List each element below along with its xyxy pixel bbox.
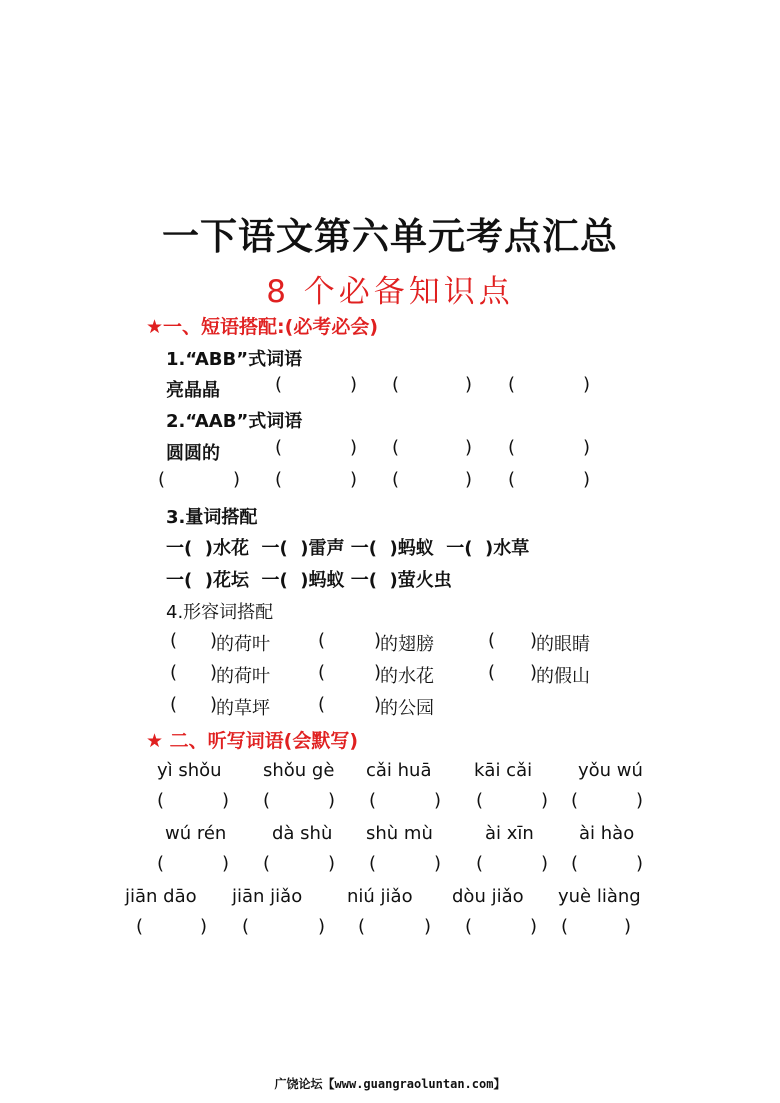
blank-paren: ) bbox=[465, 469, 473, 490]
pinyin-item: cǎi huā bbox=[366, 760, 432, 781]
blank-paren: ) bbox=[434, 790, 442, 811]
blank-paren: ) bbox=[465, 374, 473, 395]
blank-paren: ( bbox=[318, 694, 326, 715]
blank-paren: ) bbox=[222, 853, 230, 874]
blank-paren: ( bbox=[358, 916, 366, 937]
blank-paren: ) bbox=[583, 437, 591, 458]
pinyin-item: kāi cǎi bbox=[474, 760, 533, 781]
pinyin-item: yǒu wú bbox=[578, 760, 643, 781]
blank-paren: ( bbox=[136, 916, 144, 937]
blank-paren: ) bbox=[374, 694, 382, 715]
blank-paren: ) bbox=[210, 694, 218, 715]
pinyin-item: ài hào bbox=[579, 823, 635, 844]
blank-paren: ) bbox=[350, 469, 358, 490]
measure-line-2: 一( )花坛 一( )蚂蚁 一( )萤火虫 bbox=[166, 570, 452, 591]
blank-paren: ) bbox=[328, 853, 336, 874]
blank-paren: ) bbox=[210, 662, 218, 683]
adj-item: 的荷叶 bbox=[216, 666, 270, 687]
blank-paren: ( bbox=[157, 790, 165, 811]
adj-item: 的眼睛 bbox=[536, 634, 590, 655]
blank-paren: ) bbox=[374, 662, 382, 683]
adj-item: 的假山 bbox=[536, 666, 590, 687]
blank-paren: ( bbox=[488, 662, 496, 683]
adj-item: 的翅膀 bbox=[380, 634, 434, 655]
blank-paren: ( bbox=[571, 853, 579, 874]
blank-paren: ) bbox=[233, 469, 241, 490]
measure-label: 3.量词搭配 bbox=[166, 507, 258, 528]
blank-paren: ) bbox=[328, 790, 336, 811]
pinyin-item: jiān dāo bbox=[125, 886, 197, 907]
blank-paren: ( bbox=[508, 437, 516, 458]
blank-paren: ( bbox=[392, 469, 400, 490]
blank-paren: ) bbox=[624, 916, 632, 937]
pinyin-item: shǒu gè bbox=[263, 760, 335, 781]
blank-paren: ) bbox=[583, 374, 591, 395]
adj-item: 的荷叶 bbox=[216, 634, 270, 655]
blank-paren: ( bbox=[488, 630, 496, 651]
blank-paren: ( bbox=[571, 790, 579, 811]
blank-paren: ( bbox=[476, 853, 484, 874]
pinyin-item: dà shù bbox=[272, 823, 333, 844]
blank-paren: ( bbox=[170, 630, 178, 651]
pinyin-item: yì shǒu bbox=[157, 760, 222, 781]
pinyin-item: dòu jiǎo bbox=[452, 886, 524, 907]
blank-paren: ) bbox=[434, 853, 442, 874]
blank-paren: ) bbox=[350, 437, 358, 458]
footer-watermark: 广饶论坛【www.guangraoluntan.com】 bbox=[274, 1077, 506, 1091]
blank-paren: ( bbox=[465, 916, 473, 937]
blank-paren: ( bbox=[318, 630, 326, 651]
pinyin-item: shù mù bbox=[366, 823, 433, 844]
abb-word: 亮晶晶 bbox=[166, 380, 220, 401]
blank-paren: ) bbox=[583, 469, 591, 490]
blank-paren: ) bbox=[222, 790, 230, 811]
blank-paren: ) bbox=[200, 916, 208, 937]
adj-label: 4.形容词搭配 bbox=[166, 602, 274, 623]
page-title: 一下语文第六单元考点汇总 bbox=[162, 214, 618, 258]
blank-paren: ( bbox=[275, 437, 283, 458]
blank-paren: ( bbox=[508, 469, 516, 490]
blank-paren: ) bbox=[210, 630, 218, 651]
page-subtitle: 8 个必备知识点 bbox=[266, 274, 514, 310]
pinyin-item: niú jiǎo bbox=[347, 886, 413, 907]
blank-paren: ) bbox=[530, 630, 538, 651]
blank-paren: ( bbox=[242, 916, 250, 937]
blank-paren: ) bbox=[541, 790, 549, 811]
adj-item: 的草坪 bbox=[216, 698, 270, 719]
blank-paren: ( bbox=[263, 790, 271, 811]
blank-paren: ( bbox=[392, 374, 400, 395]
blank-paren: ( bbox=[275, 374, 283, 395]
blank-paren: ) bbox=[530, 662, 538, 683]
section1-heading: ★一、短语搭配:(必考必会) bbox=[146, 316, 378, 338]
aab-word: 圆圆的 bbox=[166, 443, 220, 464]
blank-paren: ) bbox=[541, 853, 549, 874]
abb-label: 1.“ABB”式词语 bbox=[166, 349, 303, 370]
blank-paren: ( bbox=[392, 437, 400, 458]
blank-paren: ( bbox=[275, 469, 283, 490]
section2-heading: ★ 二、听写词语(会默写) bbox=[146, 730, 359, 752]
pinyin-item: yuè liàng bbox=[558, 886, 641, 907]
pinyin-item: ài xīn bbox=[485, 823, 534, 844]
blank-paren: ( bbox=[369, 790, 377, 811]
blank-paren: ( bbox=[508, 374, 516, 395]
blank-paren: ) bbox=[350, 374, 358, 395]
blank-paren: ) bbox=[374, 630, 382, 651]
adj-item: 的水花 bbox=[380, 666, 434, 687]
blank-paren: ( bbox=[561, 916, 569, 937]
measure-line-1: 一( )水花 一( )雷声 一( )蚂蚁 一( )水草 bbox=[166, 538, 530, 559]
blank-paren: ( bbox=[369, 853, 377, 874]
blank-paren: ( bbox=[170, 662, 178, 683]
blank-paren: ) bbox=[424, 916, 432, 937]
blank-paren: ) bbox=[636, 853, 644, 874]
blank-paren: ( bbox=[157, 853, 165, 874]
blank-paren: ) bbox=[636, 790, 644, 811]
aab-label: 2.“AAB”式词语 bbox=[166, 411, 303, 432]
blank-paren: ( bbox=[158, 469, 166, 490]
pinyin-item: wú rén bbox=[165, 823, 227, 844]
blank-paren: ) bbox=[530, 916, 538, 937]
blank-paren: ) bbox=[465, 437, 473, 458]
blank-paren: ( bbox=[263, 853, 271, 874]
blank-paren: ( bbox=[476, 790, 484, 811]
blank-paren: ( bbox=[318, 662, 326, 683]
blank-paren: ) bbox=[318, 916, 326, 937]
pinyin-item: jiān jiǎo bbox=[232, 886, 303, 907]
blank-paren: ( bbox=[170, 694, 178, 715]
adj-item: 的公园 bbox=[380, 698, 434, 719]
